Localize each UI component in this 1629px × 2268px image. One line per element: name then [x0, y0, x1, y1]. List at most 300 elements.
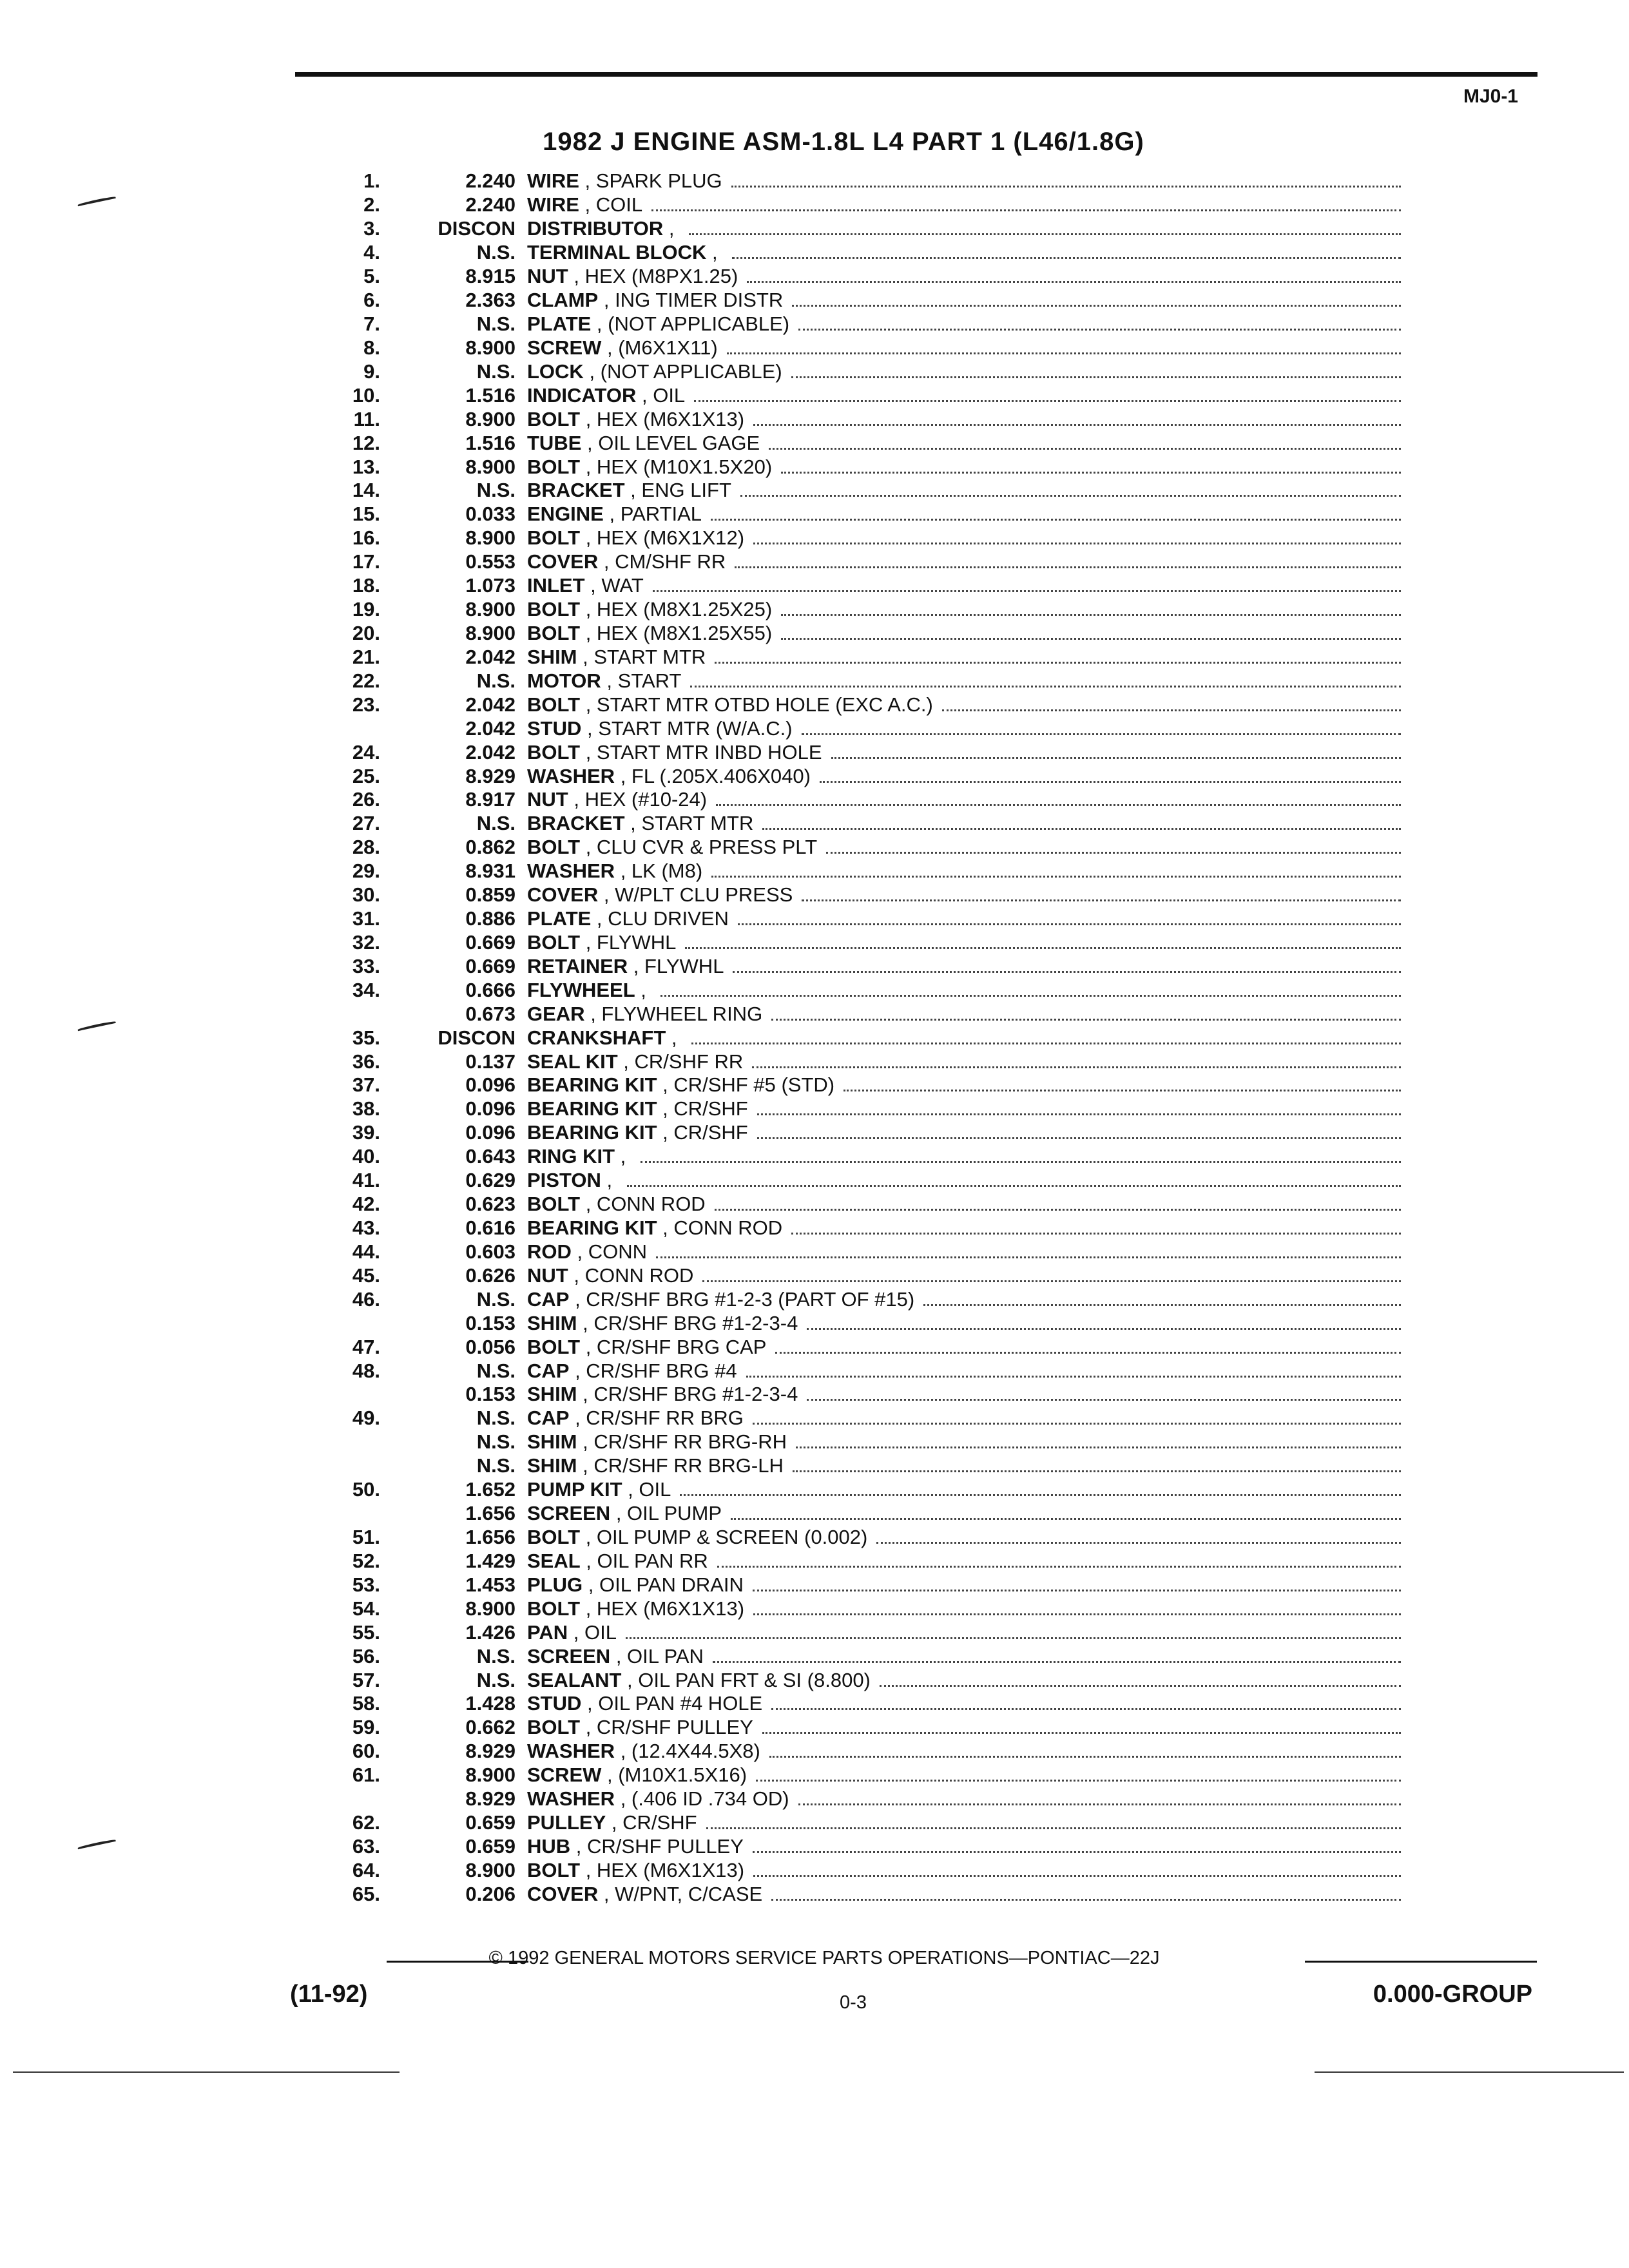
part-detail: OIL PAN DRAIN	[599, 1573, 744, 1596]
part-description: NUT , HEX (M8PX1.25)	[527, 265, 1405, 288]
part-detail: HEX (M6X1X13)	[596, 407, 745, 430]
ref-number: 59.	[352, 1716, 380, 1739]
part-description: BOLT , OIL PUMP & SCREEN (0.002)	[527, 1526, 1405, 1549]
ref-number: 55.	[352, 1620, 380, 1644]
ref-number: 52.	[352, 1549, 380, 1572]
footer-rule-right	[1305, 1961, 1537, 1963]
table-row	[296, 1811, 1405, 1835]
group-number: N.S.	[476, 1359, 516, 1382]
part-detail: OIL PAN RR	[597, 1549, 708, 1572]
dot-leader	[689, 217, 1401, 235]
table-row	[296, 1169, 1405, 1193]
part-description: PUMP KIT , OIL	[527, 1478, 1405, 1501]
part-name: BOLT	[527, 693, 581, 716]
group-number: N.S.	[476, 241, 516, 264]
part-description: COVER , CM/SHF RR	[527, 550, 1405, 573]
part-detail: (12.4X44.5X8)	[631, 1740, 760, 1763]
dot-leader	[757, 1121, 1401, 1139]
dot-leader	[691, 1026, 1401, 1044]
group-number: 0.659	[465, 1834, 516, 1858]
group-number: N.S.	[476, 1668, 516, 1691]
part-name: CRANKSHAFT	[527, 1026, 666, 1049]
group-number: 0.206	[465, 1882, 516, 1905]
part-detail: CR/SHF PULLEY	[587, 1834, 744, 1858]
ref-number: 54.	[352, 1597, 380, 1620]
table-row	[296, 1716, 1405, 1740]
part-description: SCREW , (M6X1X11)	[527, 336, 1405, 360]
table-row	[296, 716, 1405, 740]
dot-leader	[826, 836, 1401, 854]
part-name: INLET	[527, 574, 585, 597]
group-number: 1.516	[465, 431, 516, 454]
part-name: PLUG	[527, 1573, 583, 1596]
dot-leader	[775, 1336, 1401, 1354]
part-detail: (M10X1.5X16)	[618, 1763, 747, 1787]
ref-number: 33.	[352, 954, 380, 977]
part-detail: OIL	[653, 383, 686, 407]
group-number: 2.042	[465, 693, 516, 716]
ref-number: 12.	[352, 431, 380, 454]
dot-leader	[843, 1073, 1401, 1091]
table-row	[296, 1335, 1405, 1359]
part-description: WASHER , (12.4X44.5X8)	[527, 1740, 1405, 1763]
group-number: 8.900	[465, 1597, 516, 1620]
part-detail: CR/SHF BRG #4	[586, 1359, 737, 1382]
part-name: BOLT	[527, 621, 581, 644]
group-number: 8.929	[465, 764, 516, 787]
group-number: 1.073	[465, 574, 516, 597]
dot-leader	[732, 241, 1401, 259]
part-description: SHIM , CR/SHF BRG #1-2-3-4	[527, 1312, 1405, 1335]
part-name: COVER	[527, 883, 599, 907]
part-description: BEARING KIT , CR/SHF	[527, 1097, 1405, 1120]
part-name: CAP	[527, 1359, 570, 1382]
table-row	[296, 289, 1405, 312]
group-number: 0.629	[465, 1169, 516, 1192]
part-name: INDICATOR	[527, 383, 637, 407]
part-name: BOLT	[527, 407, 581, 430]
ref-number: 29.	[352, 860, 380, 883]
part-name: BOLT	[527, 1526, 581, 1548]
parts-list	[296, 169, 1405, 1906]
part-name: SHIM	[527, 1454, 577, 1477]
part-detail: OIL LEVEL GAGE	[598, 431, 760, 454]
group-number: 8.915	[465, 265, 516, 288]
part-detail: CR/SHF	[622, 1811, 697, 1834]
group-number: 0.153	[465, 1383, 516, 1406]
part-name: BOLT	[527, 836, 581, 859]
part-description: BEARING KIT , CR/SHF #5 (STD)	[527, 1073, 1405, 1097]
dot-leader	[685, 931, 1401, 949]
dot-leader	[791, 360, 1401, 378]
dot-leader	[735, 550, 1401, 568]
part-detail: FLYWHEEL RING	[601, 1002, 763, 1025]
part-description: COVER , W/PNT, C/CASE	[527, 1883, 1405, 1906]
ref-number: 24.	[352, 740, 380, 764]
table-row	[296, 1002, 1405, 1026]
dot-leader	[807, 1312, 1401, 1330]
part-detail: CR/SHF RR BRG	[586, 1407, 744, 1430]
dot-leader	[880, 1669, 1401, 1687]
part-description: INDICATOR , OIL	[527, 384, 1405, 407]
dot-leader	[807, 1383, 1401, 1401]
part-name: PLATE	[527, 312, 592, 335]
table-row	[296, 1073, 1405, 1097]
table-row	[296, 479, 1405, 503]
table-row	[296, 1407, 1405, 1430]
part-detail: CR/SHF RR BRG-RH	[593, 1430, 787, 1454]
part-name: CLAMP	[527, 289, 599, 312]
group-number: 0.623	[465, 1193, 516, 1216]
part-detail: CR/SHF RR	[634, 1050, 744, 1073]
dot-leader	[753, 408, 1401, 426]
part-description: BOLT , HEX (M6X1X13)	[527, 408, 1405, 431]
group-number: 0.137	[465, 1050, 516, 1073]
part-name: SHIM	[527, 1311, 577, 1334]
dot-leader	[769, 1740, 1401, 1758]
table-row	[296, 1740, 1405, 1763]
ref-number: 43.	[352, 1216, 380, 1240]
part-detail: OIL PAN FRT & SI (8.800)	[638, 1668, 871, 1691]
table-row	[296, 788, 1405, 812]
ref-number: 11.	[353, 407, 380, 430]
part-description: BOLT , HEX (M8X1.25X55)	[527, 622, 1405, 645]
part-detail: CR/SHF BRG CAP	[596, 1335, 767, 1358]
part-detail: (NOT APPLICABLE)	[600, 360, 782, 383]
dot-leader	[923, 1288, 1401, 1306]
dot-leader	[731, 169, 1401, 187]
part-detail: START MTR	[593, 645, 706, 668]
group-number: 2.042	[465, 716, 516, 740]
part-name: GEAR	[527, 1002, 585, 1025]
table-row	[296, 1668, 1405, 1692]
group-number: N.S.	[476, 1407, 516, 1430]
table-row	[296, 1597, 1405, 1620]
part-description: SCREEN , OIL PAN	[527, 1645, 1405, 1668]
revision-date: (11-92)	[290, 1981, 368, 2008]
part-name: BEARING KIT	[527, 1216, 657, 1240]
dot-leader	[756, 1763, 1401, 1782]
group-number: 0.669	[465, 930, 516, 954]
table-row	[296, 1644, 1405, 1668]
part-name: WASHER	[527, 860, 615, 883]
table-row	[296, 669, 1405, 693]
ref-number: 13.	[352, 455, 380, 478]
dot-leader	[694, 384, 1401, 402]
group-number: 8.900	[465, 1763, 516, 1787]
part-name: BOLT	[527, 1597, 581, 1620]
table-row	[296, 431, 1405, 455]
ref-number: 28.	[352, 836, 380, 859]
part-name: SHIM	[527, 1383, 577, 1406]
table-row	[296, 526, 1405, 550]
part-name: MOTOR	[527, 669, 601, 692]
part-description: BEARING KIT , CONN ROD	[527, 1216, 1405, 1240]
group-number: 0.626	[465, 1264, 516, 1287]
group-number: 0.862	[465, 836, 516, 859]
part-detail: FL (.205X.406X040)	[631, 764, 811, 787]
part-description: GEAR , FLYWHEEL RING	[527, 1003, 1405, 1026]
part-name: RING KIT	[527, 1145, 615, 1168]
dot-leader	[702, 1264, 1401, 1282]
part-detail: CONN	[588, 1240, 648, 1263]
part-detail: HEX (M6X1X12)	[596, 526, 745, 550]
table-row	[296, 954, 1405, 978]
ref-number: 26.	[352, 788, 380, 811]
dot-leader	[727, 336, 1401, 354]
table-row	[296, 503, 1405, 526]
group-number: 8.917	[465, 788, 516, 811]
part-detail: START MTR OTBD HOLE (EXC A.C.)	[596, 693, 933, 716]
part-description: WASHER , (.406 ID .734 OD)	[527, 1787, 1405, 1811]
ref-number: 18.	[352, 574, 380, 597]
dot-leader	[680, 1478, 1401, 1496]
part-detail: HEX (#10-24)	[584, 788, 708, 811]
dot-leader	[753, 1407, 1401, 1425]
part-description: SEALANT , OIL PAN FRT & SI (8.800)	[527, 1669, 1405, 1692]
part-detail: START MTR INBD HOLE	[596, 740, 822, 764]
ref-number: 14.	[352, 479, 380, 502]
part-detail: HEX (M6X1X13)	[596, 1597, 745, 1620]
part-name: SCREW	[527, 336, 602, 359]
part-detail: CLU DRIVEN	[608, 907, 729, 930]
ref-number: 36.	[352, 1050, 380, 1073]
group-number: 1.656	[465, 1502, 516, 1525]
dot-leader	[753, 526, 1401, 544]
table-row	[296, 1050, 1405, 1073]
part-detail: FLYWHL	[596, 930, 677, 954]
group-number: N.S.	[476, 312, 516, 335]
group-number: 8.900	[465, 336, 516, 359]
part-name: PLATE	[527, 907, 592, 930]
ref-number: 27.	[352, 812, 380, 835]
part-description: STUD , START MTR (W/A.C.)	[527, 717, 1405, 740]
part-name: PULLEY	[527, 1811, 606, 1834]
group-number: 8.900	[465, 621, 516, 644]
dot-leader	[656, 1240, 1401, 1258]
dot-leader	[711, 503, 1401, 521]
part-detail: OIL	[584, 1620, 617, 1644]
dot-leader	[716, 788, 1401, 806]
part-name: BEARING KIT	[527, 1073, 657, 1097]
part-name: SEAL KIT	[527, 1050, 618, 1073]
part-detail: OIL	[639, 1478, 671, 1501]
dot-leader	[753, 1859, 1401, 1877]
group-number: 0.153	[465, 1311, 516, 1334]
part-detail: CR/SHF BRG #1-2-3 (PART OF #15)	[586, 1287, 915, 1311]
group-number: 8.929	[465, 1787, 516, 1811]
table-row	[296, 1858, 1405, 1882]
group-number: 8.900	[465, 455, 516, 478]
table-row	[296, 931, 1405, 955]
dot-leader	[942, 693, 1401, 711]
table-row	[296, 1478, 1405, 1502]
group-number: 0.662	[465, 1716, 516, 1739]
part-name: BOLT	[527, 1716, 581, 1739]
group-number: 0.553	[465, 550, 516, 573]
group-number: 8.900	[465, 1858, 516, 1881]
table-row	[296, 1359, 1405, 1383]
dot-leader	[769, 432, 1401, 450]
dot-leader	[771, 1883, 1401, 1901]
part-name: HUB	[527, 1834, 571, 1858]
dot-leader	[752, 1050, 1401, 1068]
part-name: BOLT	[527, 1858, 581, 1881]
dot-leader	[715, 1193, 1401, 1211]
part-name: SHIM	[527, 645, 577, 668]
group-number: N.S.	[476, 1287, 516, 1311]
part-detail: START MTR	[641, 812, 754, 835]
part-detail: HEX (M8PX1.25)	[584, 265, 738, 288]
dot-leader	[747, 265, 1401, 283]
table-row	[296, 645, 1405, 669]
table-row	[296, 1763, 1405, 1787]
part-name: BOLT	[527, 598, 581, 621]
part-name: TERMINAL BLOCK	[527, 241, 707, 264]
part-detail: SPARK PLUG	[595, 169, 722, 193]
part-name: SCREEN	[527, 1644, 611, 1667]
ref-number: 51.	[352, 1526, 380, 1548]
part-description: TERMINAL BLOCK ,	[527, 241, 1405, 264]
ref-number: 61.	[352, 1763, 380, 1787]
group-number: DISCON	[438, 217, 516, 240]
part-detail: CR/SHF RR BRG-LH	[593, 1454, 784, 1477]
part-description: SHIM , CR/SHF RR BRG-RH	[527, 1430, 1405, 1454]
dot-leader	[690, 669, 1401, 687]
ref-number: 35.	[352, 1026, 380, 1049]
dot-leader	[802, 717, 1401, 735]
ref-number: 23.	[352, 693, 380, 716]
table-row	[296, 1311, 1405, 1335]
part-description: WIRE , SPARK PLUG	[527, 169, 1405, 193]
group-number: 2.363	[465, 289, 516, 312]
part-detail: CONN ROD	[584, 1264, 694, 1287]
part-name: CAP	[527, 1287, 570, 1311]
page-code: MJ0-1	[1463, 86, 1518, 107]
part-name: BOLT	[527, 455, 581, 478]
part-name: NUT	[527, 265, 568, 288]
ref-number: 62.	[352, 1811, 380, 1834]
part-description: RING KIT ,	[527, 1145, 1405, 1168]
group-number: 0.616	[465, 1216, 516, 1240]
part-detail: OIL PAN #4 HOLE	[598, 1692, 763, 1715]
part-name: COVER	[527, 550, 599, 573]
scan-edge-line	[13, 2071, 400, 2073]
dot-leader	[713, 1645, 1401, 1663]
dot-leader	[793, 1454, 1401, 1472]
page-number: 0-3	[840, 1992, 867, 2013]
part-detail: OIL PUMP	[627, 1502, 722, 1525]
group-number: 0.096	[465, 1097, 516, 1120]
part-name: WASHER	[527, 1740, 615, 1763]
ref-number: 63.	[352, 1834, 380, 1858]
part-description: BRACKET , ENG LIFT	[527, 479, 1405, 502]
group-number: N.S.	[476, 1454, 516, 1477]
part-description: ROD , CONN	[527, 1240, 1405, 1264]
part-detail: OIL PAN	[627, 1644, 704, 1667]
part-detail: HEX (M10X1.5X20)	[596, 455, 773, 478]
dot-leader	[802, 883, 1401, 901]
dot-leader	[753, 1597, 1401, 1615]
table-row	[296, 241, 1405, 265]
part-description: SEAL , OIL PAN RR	[527, 1550, 1405, 1573]
table-row	[296, 693, 1405, 716]
ref-number: 20.	[352, 621, 380, 644]
group-number: 1.656	[465, 1526, 516, 1548]
dot-leader	[781, 598, 1401, 616]
dot-leader	[651, 193, 1401, 211]
part-name: PUMP KIT	[527, 1478, 622, 1501]
ref-number: 2.	[363, 193, 380, 216]
part-name: SEALANT	[527, 1668, 622, 1691]
dot-leader	[711, 860, 1401, 878]
part-detail: CR/SHF PULLEY	[596, 1716, 753, 1739]
table-row	[296, 1121, 1405, 1145]
part-detail: PARTIAL	[620, 503, 702, 526]
part-description: BOLT , START MTR INBD HOLE	[527, 741, 1405, 764]
part-description: PULLEY , CR/SHF	[527, 1811, 1405, 1834]
part-detail: ENG LIFT	[641, 479, 731, 502]
table-row	[296, 1502, 1405, 1526]
table-row	[296, 812, 1405, 836]
part-detail: WAT	[601, 574, 644, 597]
dot-leader	[753, 1573, 1401, 1591]
group-number: N.S.	[476, 812, 516, 835]
part-description: BOLT , HEX (M10X1.5X20)	[527, 456, 1405, 479]
ref-number: 16.	[352, 526, 380, 550]
group-number: 0.603	[465, 1240, 516, 1263]
group-number: N.S.	[476, 360, 516, 383]
part-detail: ING TIMER DISTR	[615, 289, 784, 312]
part-detail: CM/SHF RR	[615, 550, 726, 573]
ref-number: 10.	[352, 383, 380, 407]
part-name: RETAINER	[527, 954, 628, 977]
table-row	[296, 1097, 1405, 1121]
table-row	[296, 860, 1405, 883]
table-row	[296, 1145, 1405, 1169]
part-description: HUB , CR/SHF PULLEY	[527, 1835, 1405, 1858]
dot-leader	[738, 907, 1401, 925]
ref-number: 9.	[363, 360, 380, 383]
part-description: NUT , CONN ROD	[527, 1264, 1405, 1287]
part-name: SEAL	[527, 1549, 581, 1572]
part-name: STUD	[527, 1692, 582, 1715]
ref-number: 47.	[352, 1335, 380, 1358]
group-number: 0.659	[465, 1811, 516, 1834]
part-description: COVER , W/PLT CLU PRESS	[527, 883, 1405, 907]
table-row	[296, 907, 1405, 931]
ref-number: 60.	[352, 1740, 380, 1763]
table-row	[296, 1835, 1405, 1859]
ref-number: 65.	[352, 1882, 380, 1905]
table-row	[296, 550, 1405, 574]
part-description: TUBE , OIL LEVEL GAGE	[527, 432, 1405, 455]
part-name: BOLT	[527, 1193, 581, 1216]
table-row	[296, 193, 1405, 217]
table-row	[296, 1573, 1405, 1597]
table-row	[296, 1430, 1405, 1454]
table-row	[296, 1193, 1405, 1216]
part-name: BRACKET	[527, 479, 625, 502]
part-description: BRACKET , START MTR	[527, 812, 1405, 835]
ref-number: 39.	[352, 1121, 380, 1144]
dot-leader	[641, 1145, 1401, 1163]
part-name: SHIM	[527, 1430, 577, 1454]
ref-number: 42.	[352, 1193, 380, 1216]
ref-number: 5.	[363, 265, 380, 288]
dot-leader	[746, 1360, 1401, 1378]
dot-leader	[706, 1811, 1401, 1829]
